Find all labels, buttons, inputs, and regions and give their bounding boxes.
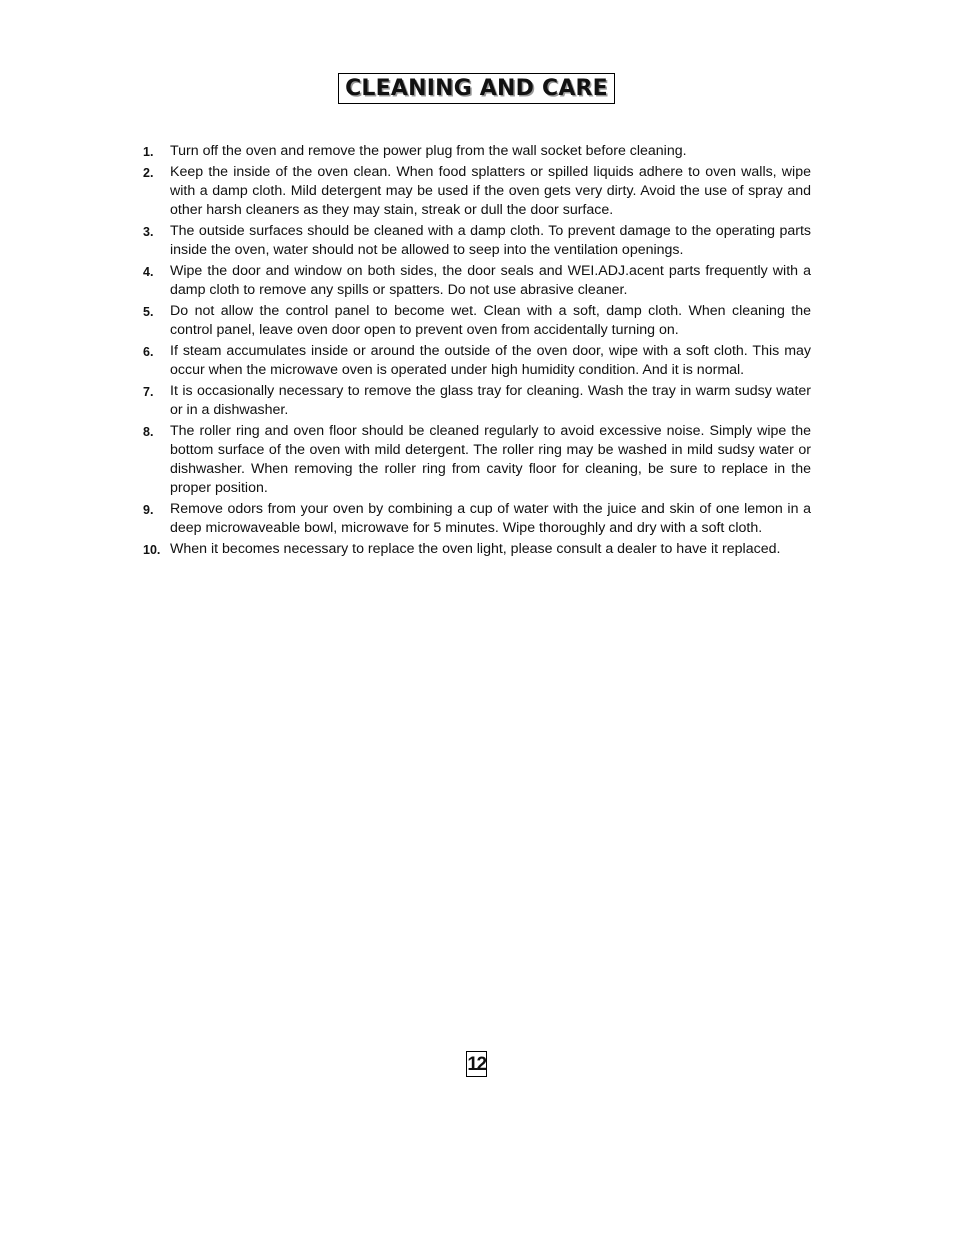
step-text: The outside surfaces should be cleaned with a damp cloth. To prevent damage to the operating parts inside the oven, water should not be allowed to seep into the ventilation openings.: [170, 223, 811, 258]
step-text: Wipe the door and window on both sides, the door seals and WEI.ADJ.acent parts frequently with a damp cloth to remove any spills or spatters. Do not use abrasive cleaner.: [170, 263, 811, 298]
list-item: [143, 382, 811, 420]
step-text: If steam accumulates inside or around the outside of the oven door, wipe with a soft cloth. This may occur when the microwave oven is operated under high humidity condition. And it is normal.: [170, 343, 811, 378]
step-number: 4.: [143, 265, 154, 279]
list-item: [143, 163, 811, 220]
step-text: The roller ring and oven floor should be cleaned regularly to avoid excessive noise. Simply wipe the bottom surface of the oven with mild detergent. The roller ring may be washed in mild sudsy water or dishwasher. When removing the roller ring from cavity floor for cleaning, be sure to replace in the proper position.: [170, 423, 811, 496]
page-number: 12: [466, 1051, 487, 1077]
list-item: [143, 500, 811, 538]
step-number: 3.: [143, 225, 154, 239]
section-title: CLEANING AND CARE: [345, 75, 608, 101]
step-text: Do not allow the control panel to become wet. Clean with a soft, damp cloth. When cleaning the control panel, leave oven door open to prevent oven from accidentally turning on.: [170, 303, 811, 338]
step-text: Keep the inside of the oven clean. When food splatters or spilled liquids adhere to oven walls, wipe with a damp cloth. Mild detergent may be used if the oven gets very dirty. Avoid the use of spray and other harsh cleaners as they may stain, streak or dull the door surface.: [170, 164, 811, 218]
step-number: 1.: [143, 145, 154, 159]
list-item: [143, 262, 811, 300]
list-item: [143, 222, 811, 260]
list-item: [143, 342, 811, 380]
list-item: [143, 142, 811, 161]
step-text: Turn off the oven and remove the power plug from the wall socket before cleaning.: [170, 143, 687, 159]
list-item: [143, 302, 811, 340]
step-text: It is occasionally necessary to remove the glass tray for cleaning. Wash the tray in warm sudsy water or in a dishwasher.: [170, 383, 811, 418]
step-text: When it becomes necessary to replace the oven light, please consult a dealer to have it replaced.: [170, 541, 781, 557]
cleaning-steps-list: [143, 142, 811, 561]
step-number: 5.: [143, 305, 154, 319]
step-number: 8.: [143, 425, 154, 439]
step-text: Remove odors from your oven by combining a cup of water with the juice and skin of one lemon in a deep microwaveable bowl, microwave for 5 minutes. Wipe thoroughly and dry with a soft cloth.: [170, 501, 811, 536]
section-title-box: [338, 73, 615, 104]
step-number: 6.: [143, 345, 154, 359]
list-item: [143, 422, 811, 498]
step-number: 9.: [143, 503, 154, 517]
step-number: 7.: [143, 385, 154, 399]
step-number: 2.: [143, 166, 154, 180]
step-number: 10.: [143, 543, 161, 557]
list-item: [143, 540, 811, 559]
